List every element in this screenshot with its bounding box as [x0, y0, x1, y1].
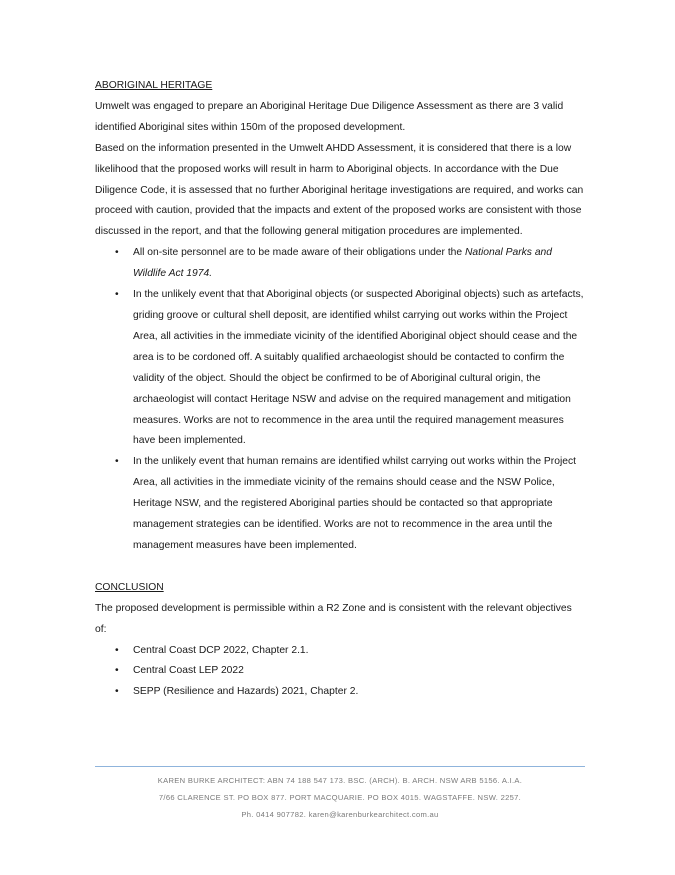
section-spacer [95, 557, 585, 578]
list-item-text: Central Coast DCP 2022, Chapter 2.1. [133, 644, 309, 656]
list-item-text: Central Coast LEP 2022 [133, 665, 244, 677]
bullet-icon: • [115, 665, 119, 677]
paragraph-umwelt-engagement: Umwelt was engaged to prepare an Aboriginal Heritage Due Diligence Assessment as there are 3 valid identified Aboriginal sites within 150m of the proposed development. [95, 100, 564, 133]
list-item [95, 243, 585, 285]
bullet-icon: • [115, 686, 119, 698]
bullet-icon: • [115, 644, 119, 656]
list-item [95, 682, 585, 703]
list-item-text: In the unlikely event that human remains are identified whilst carrying out works within the Project Area, all activities in the immediate vicinity of the remains should cease and the NSW Police, Heritage NSW, and the registered Aboriginal parties should be contacted so that appropriate management strategies can be identified. Works are not to recommence in the area until the management measures have been implemented. [133, 456, 576, 551]
objectives-list [95, 641, 585, 704]
list-item [95, 661, 585, 682]
list-item-text: In the unlikely event that that Aboriginal objects (or suspected Aboriginal objects) such as artefacts, griding groove or cultural shell deposit, are identified whilst carrying out works within the Project Area, all activities in the immediate vicinity of the identified Aboriginal object should cease and the area is to be cordoned off. A suitably qualified archaeologist should be contacted to confirm the validity of the object. Should the object be confirmed to be of Aboriginal cultural origin, the archaeologist will contact Heritage NSW and advise on the required management and mitigation measures. Works are not to recommence in the area until the required management measures have been implemented. [133, 289, 584, 447]
list-item [95, 285, 585, 452]
list-item [95, 452, 585, 557]
section-heading-aboriginal-heritage: ABORIGINAL HERITAGE [95, 80, 213, 91]
list-item-text: All on-site personnel are to be made aware of their obligations under the [133, 247, 465, 259]
act-name: National Parks and Wildlife Act 1974. [133, 247, 553, 280]
bullet-icon: • [115, 456, 119, 468]
section-heading-conclusion: CONCLUSION [95, 581, 164, 593]
footer-line-credentials: KAREN BURKE ARCHITECT: ABN 74 188 547 173. BSC. (ARCH). B. ARCH. NSW ARB 5156. A.I.A. [157, 776, 523, 785]
list-item [95, 641, 585, 662]
bullet-icon: • [115, 289, 119, 301]
footer-line-addresses: 7/66 CLARENCE ST. PO BOX 877. PORT MACQUARIE. PO BOX 4015. WAGSTAFFE. NSW. 2257. [158, 793, 522, 802]
document-body [95, 76, 585, 703]
paragraph-ahdd-assessment: Based on the information presented in the Umwelt AHDD Assessment, it is considered that there is a low likelihood that the proposed works will result in harm to Aboriginal objects. In accordance with the Due Diligence Code, it is assessed that no further Aboriginal heritage investigations are required, and works can proceed with caution, provided that the impacts and extent of the proposed works are consistent with those discussed in the report, and that the following general mitigation procedures are implemented. [95, 142, 584, 238]
list-item-text: SEPP (Resilience and Hazards) 2021, Chapter 2. [133, 686, 359, 698]
footer-line-contact: Ph. 0414 907782. karen@karenburkearchitect.com.au [241, 810, 439, 819]
paragraph-conclusion: The proposed development is permissible within a R2 Zone and is consistent with the relevant objectives of: [95, 602, 572, 635]
page-footer [95, 772, 585, 823]
bullet-icon: • [115, 247, 119, 259]
mitigation-list [95, 243, 585, 557]
footer-divider [95, 766, 585, 767]
